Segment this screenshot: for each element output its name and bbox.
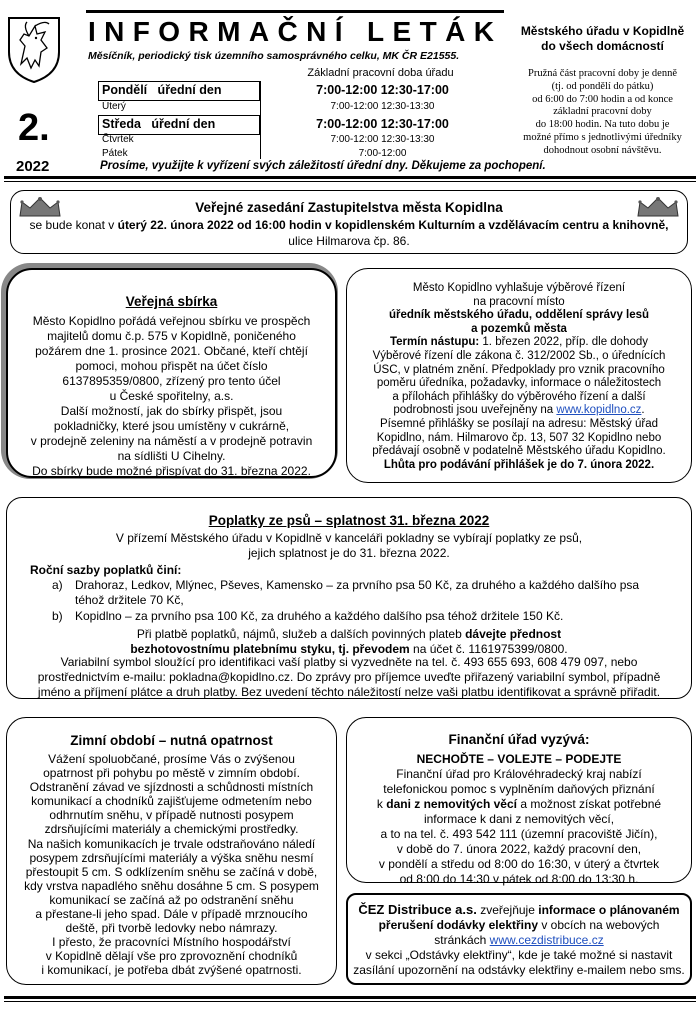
- schedule-hours: 7:00-12:00 12:30-13:30: [330, 134, 435, 145]
- masthead-divider-thin: [4, 181, 696, 182]
- kopidlno-web-link[interactable]: www.kopidlno.cz: [556, 404, 642, 417]
- issue-year: 2022: [16, 158, 50, 175]
- schedule-day: Úterý: [102, 101, 126, 112]
- tax-slogan: NECHOĎTE – VOLEJTE – PODEJTE: [416, 752, 622, 766]
- dogfees-intro: V přízemí Městského úřadu v Kopidlně v kanceláři pokladny se vybírají poplatky ze psů, jejich splatnost je do 31. března 2022.: [115, 531, 583, 560]
- schedule-heading: Základní pracovní doba úřadu: [307, 67, 454, 79]
- schedule-day: Pátek: [102, 148, 128, 159]
- meeting-line-2: ulice Hilmarova čp. 86.: [288, 234, 410, 248]
- schedule-day: Středa úřední den: [102, 117, 216, 131]
- schedule-hours: 7:00-12:00 12:30-17:00: [316, 83, 449, 97]
- dogfees-rates-heading: Roční sazby poplatků činí:: [30, 563, 182, 577]
- flex-hours-note: Pružná část pracovní doby je denně (tj. od pondělí do pátku) od 6:00 do 7:00 hodin a od konce základní pracovní doby do 18:00 hodin. Na tuto dobu je možné přímo s jednotlivými úředníky dohodnout osobní návštěvu.: [523, 68, 682, 156]
- dogfees-title: Poplatky ze psů – splatnost 31. března 2022: [208, 513, 490, 528]
- winter-body: Vážení spoluobčané, prosíme Vás o zvýšenou opatrnost při pohybu po městě v zimním období. Odstranění závad ve sjízdnosti a schůdnosti místních komunikací a chodníků zajišťujeme odmetením nebo odhrnutím sněhu, v případě nutnosti posypem zdrsňujícími materiály a chemickými prostředky. Na našich komunikacích je trvale odstraňováno náledí posypem zdrsňujícími materiály a výška sněhu nesmí přestoupit 5 cm. S odklízením sněhu se začíná v době, kdy vrstva napadlého sněhu dosáhne 5 cm. S posypem komunikací se začíná až po odstranění sněhu a přestane-li jeho spad. Dále v případě mrznoucího deště, při tvorbě ledovky nebo námrazy. I přesto, že pracovníci Místního hospodářství v Kopidlně dělají vše pro zprovoznění chodníků i komunikací, je potřeba dbát zvýšené opatrnosti.: [24, 752, 319, 978]
- rate-a: Drahoraz, Ledkov, Mlýnec, Pševes, Kamensko – za prvního psa 50 Kč, za druhého a každého dalšího psa téhož držitele 70 Kč,: [75, 578, 640, 607]
- collection-body: Město Kopidlno pořádá veřejnou sbírku ve prospěch majitelů domu č.p. 575 v Kopidlně, poničeného požárem dne 1. prosince 2021. Občané, kteří chtějí pomoci, mohou přispět na účet číslo 6137895359/0800, zřízený pro tento účel u České spořitelny, a.s. Další možností, jak do sbírky přispět, jsou pokladničky, které jsou umístěny v cukrárně, v prodejně zeleniny na náměstí a v prodejně potravin na sídlišti U Cihelny. Do sbírky bude možné přispívat do 31. března 2022.: [30, 314, 313, 478]
- masthead-subtitle: Měsíčník, periodický tisk územního samosprávného celku, MK ČR E21555.: [88, 50, 460, 62]
- dogfees-payment: Při platbě poplatků, nájmů, služeb a dalších povinných plateb dávejte přednost bezhotovostnímu platebnímu styku, tj. převodem na účet č. 1161975399/0800.: [130, 627, 568, 656]
- schedule-hours: 7:00-12:00: [358, 148, 407, 159]
- recipient-line-2: do všech domácností: [541, 39, 664, 53]
- office-hours-table: [98, 65, 503, 159]
- masthead-divider: [4, 176, 696, 179]
- schedule-hours: 7:00-12:00 12:30-17:00: [316, 117, 449, 131]
- cez-web-link[interactable]: www.cezdistribuce.cz: [489, 933, 604, 947]
- appeal-text: Prosíme, využijte k vyřízení svých záležitostí úřední dny. Děkujeme za pochopení.: [100, 160, 546, 172]
- rate-b-marker: b): [52, 609, 63, 623]
- cez-body: ČEZ Distribuce a.s. zveřejňuje informace o plánovaném přerušení dodávky elektřiny v obcích na webových stránkách www.cezdistribuce.cz v sekci „Odstávky elektřiny“, kde je také možné si nastavit zasílání upozornění na odstávky elektřiny e-mailem nebo sms.: [353, 902, 685, 977]
- tax-body: Finanční úřad pro Královéhradecký kraj nabízí telefonickou pomoc s vyplněním daňových přiznání k dani z nemovitých věcí a možnost získat potřebné informace k dani z nemovitých věcí, a to na tel. č. 493 542 111 (územní pracoviště Jičín), v době do 7. února 2022, každý pracovní den, v pondělí a středu od 8:00 do 16:30, v úterý a čtvrtek od 8:00 do 14:30 v pátek od 8:00 do 13:30 h.: [376, 767, 662, 886]
- meeting-line-1: se bude konat v úterý 22. února 2022 od 16:00 hodin v kopidlenském Kulturním a vzdělávacím centru a knihovně,: [29, 218, 669, 232]
- page-title: INFORMAČNÍ LETÁK: [88, 16, 503, 47]
- rate-a-marker: a): [52, 578, 63, 592]
- footer-divider-thin: [4, 1001, 696, 1002]
- schedule-day: Pondělí úřední den: [102, 83, 222, 97]
- masthead-top-rule: [86, 10, 504, 13]
- collection-title: Veřejná sbírka: [125, 294, 218, 309]
- dogfees-vs: Variabilní symbol sloužící pro identifikaci vaší platby si vyzvedněte na tel. č. 493 655 693, 608 479 097, nebo prostřednictvím e-mailu: pokladna@kopidlno.cz. Do zprávy pro příjemce uveďte přiřazený variabilní symbol, případně jméno a příjmení plátce a druh platby. Bez uvedení těchto náležitostí nelze vaši platbu identifikovat a správně přiřadit.: [37, 655, 661, 699]
- coat-of-arms-icon: [5, 12, 63, 84]
- footer-divider: [4, 996, 696, 999]
- tender-body: Město Kopidlno vyhlašuje výběrové řízení na pracovní místo úředník městského úřadu, oddělení správy lesů a pozemků města Termín nástupu: 1. březen 2022, příp. dle dohody Výběrové řízení dle zákona č. 312/2002 Sb., o úřednících ÚSC, v platném znění. Předpoklady pro vznik pracovního poměru úředníka, požadavky, informace o náležitostech a přílohách přihlášky do výběrového řízení a další podrobnosti jsou uveřejněny na www.kopidlno.cz. Písemné přihlášky se posílají na adresu: Městský úřad Kopidlno, nám. Hilmarovo čp. 13, 507 32 Kopidlno nebo předávají osobně v podatelně Městského úřadu Kopidlno. Lhůta pro podávání přihlášek je do 7. února 2022.: [372, 282, 666, 471]
- meeting-title: Veřejné zasedání Zastupitelstva města Kopidlna: [195, 200, 503, 215]
- tax-title: Finanční úřad vyzývá:: [448, 732, 590, 747]
- winter-title: Zimní období – nutná opatrnost: [70, 733, 273, 748]
- rate-b: Kopidlno – za prvního psa 100 Kč, za druhého a každého dalšího psa téhož držitele 150 Kč.: [75, 609, 564, 623]
- issue-number: 2.: [18, 107, 50, 149]
- schedule-day: Čtvrtek: [102, 134, 134, 145]
- recipient-line-1: Městského úřadu v Kopidlně: [520, 24, 685, 38]
- cez-brand: ČEZ Distribuce a.s.: [358, 902, 477, 917]
- schedule-hours: 7:00-12:00 12:30-13:30: [330, 101, 435, 112]
